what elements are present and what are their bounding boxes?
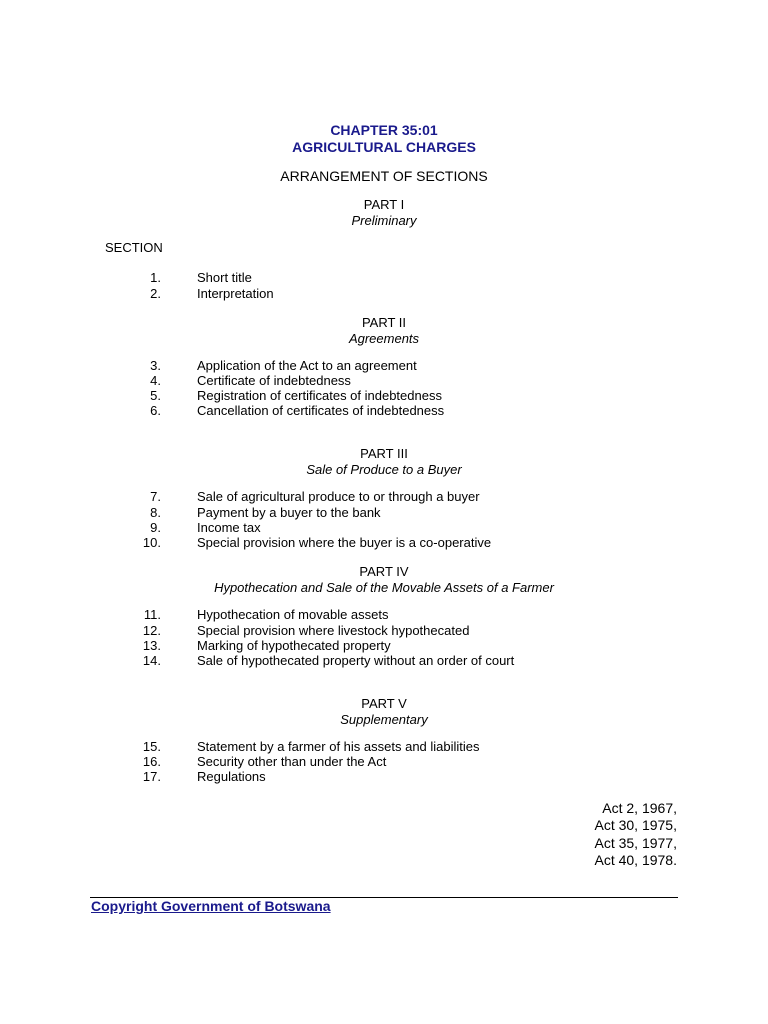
part-5-label: PART V — [361, 696, 407, 711]
section-number: 6. — [150, 403, 161, 418]
amending-acts — [594, 800, 677, 869]
chapter-number: CHAPTER 35:01 — [330, 122, 438, 138]
part-2-label: PART II — [361, 315, 407, 330]
list-item — [0, 373, 768, 388]
part-1-subtitle: Preliminary — [351, 213, 417, 228]
part-2-subtitle: Agreements — [348, 331, 420, 346]
list-item — [0, 739, 768, 754]
section-title: Sale of agricultural produce to or through a buyer — [197, 489, 480, 504]
list-item — [0, 623, 768, 638]
list-item — [0, 535, 768, 550]
part-3-label: PART III — [360, 446, 408, 461]
section-number: 15. — [142, 739, 161, 754]
section-number: 8. — [150, 505, 161, 520]
section-title: Application of the Act to an agreement — [197, 358, 417, 373]
arrangement-heading: ARRANGEMENT OF SECTIONS — [280, 168, 488, 184]
list-item — [0, 388, 768, 403]
section-number: 12. — [142, 623, 161, 638]
section-number: 11. — [143, 607, 161, 622]
list-item — [0, 403, 768, 418]
section-title: Statement by a farmer of his assets and liabilities — [197, 739, 480, 754]
act-reference: Act 35, 1977, — [594, 834, 677, 851]
part-5-subtitle: Supplementary — [340, 712, 428, 727]
part-4-label: PART IV — [359, 564, 409, 579]
section-title: Special provision where the buyer is a co-operative — [197, 535, 492, 550]
section-number: 1. — [150, 270, 161, 285]
document-title: AGRICULTURAL CHARGES — [292, 139, 476, 155]
section-number: 9. — [150, 520, 161, 535]
part-3-subtitle: Sale of Produce to a Buyer — [306, 462, 462, 477]
section-number: 2. — [150, 286, 161, 301]
section-title: Income tax — [197, 520, 261, 535]
section-number: 14. — [142, 653, 161, 668]
list-item — [0, 520, 768, 535]
section-title: Payment by a buyer to the bank — [197, 505, 381, 520]
section-title: Marking of hypothecated property — [197, 638, 391, 653]
section-title: Sale of hypothecated property without an order of court — [197, 653, 515, 668]
section-title: Cancellation of certificates of indebtedness — [197, 403, 445, 418]
list-item — [0, 754, 768, 769]
list-item — [0, 769, 768, 784]
section-title: Short title — [197, 270, 252, 285]
list-item — [0, 286, 768, 301]
list-item — [0, 505, 768, 520]
list-item — [0, 270, 768, 285]
list-item — [0, 489, 768, 504]
section-number: 13. — [142, 638, 161, 653]
list-item — [0, 638, 768, 653]
act-reference: Act 30, 1975, — [594, 817, 677, 834]
part-1-label: PART I — [363, 197, 405, 212]
section-title: Registration of certificates of indebtedness — [197, 388, 442, 403]
section-title: Hypothecation of movable assets — [197, 607, 389, 622]
section-number: 7. — [150, 489, 161, 504]
copyright-link[interactable]: Copyright Government of Botswana — [91, 898, 331, 914]
act-reference: Act 40, 1978. — [594, 851, 677, 868]
section-number: 16. — [142, 754, 161, 769]
section-number: 3. — [150, 358, 161, 373]
list-item — [0, 607, 768, 622]
section-title: Regulations — [197, 769, 266, 784]
part-4-subtitle: Hypothecation and Sale of the Movable Assets of a Farmer — [214, 580, 554, 595]
section-title: Special provision where livestock hypothecated — [197, 623, 470, 638]
list-item — [0, 653, 768, 668]
section-column-label: SECTION — [105, 240, 163, 255]
section-title: Interpretation — [197, 286, 274, 301]
section-title: Security other than under the Act — [197, 754, 387, 769]
section-number: 10. — [142, 535, 161, 550]
section-number: 4. — [150, 373, 161, 388]
section-title: Certificate of indebtedness — [197, 373, 351, 388]
section-number: 5. — [150, 388, 161, 403]
list-item — [0, 358, 768, 373]
act-reference: Act 2, 1967, — [602, 800, 677, 816]
section-number: 17. — [142, 769, 161, 784]
